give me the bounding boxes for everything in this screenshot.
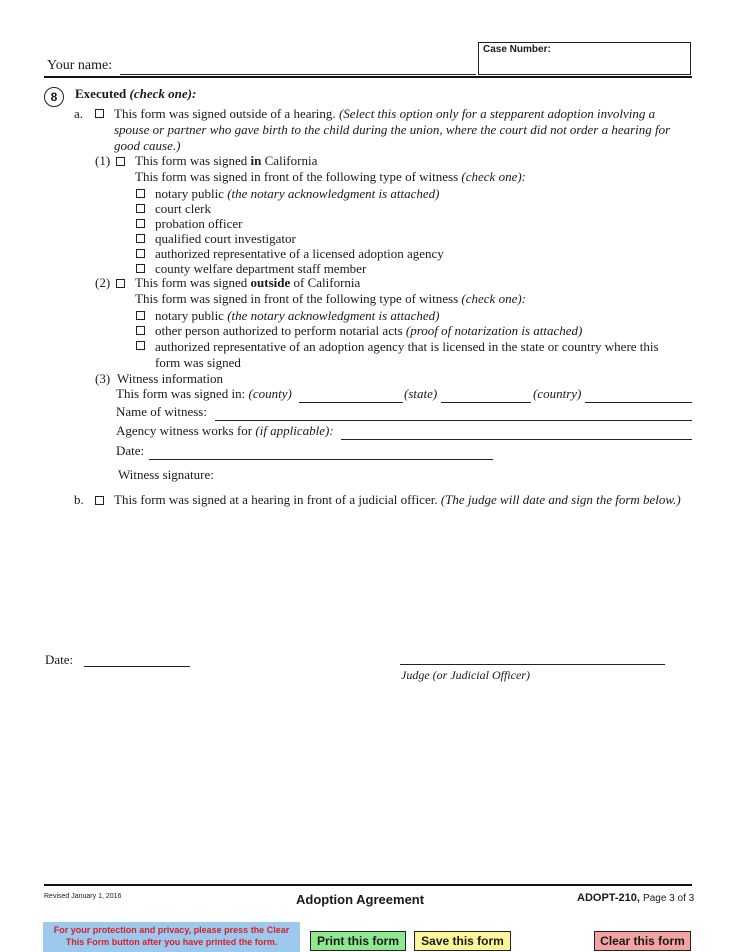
witness-date-field[interactable] [149, 459, 493, 460]
judge-date-field[interactable] [84, 666, 190, 667]
sub2-option: authorized representative of an adoption agency that is licensed in the state or country where this [155, 339, 659, 354]
witness-signature-label: Witness signature: [118, 467, 214, 482]
signed-in-label [116, 386, 292, 402]
form-id-code: ADOPT-210, [577, 892, 640, 904]
sub2-checkbox[interactable] [116, 279, 125, 288]
option-b-main: This form was signed at a hearing in front of a judicial officer. [114, 492, 441, 507]
executed-label: Executed [75, 86, 127, 101]
sub1-option-checkbox[interactable] [136, 204, 145, 213]
executed-hint: (check one): [129, 86, 197, 101]
sub1-witness-intro [135, 169, 526, 185]
witness-date-label: Date: [116, 443, 145, 458]
judge-signature-line[interactable] [400, 664, 665, 665]
sub1-option-checkbox[interactable] [136, 189, 145, 198]
print-button[interactable]: Print this form [310, 931, 406, 951]
sub2-witness-intro-text: This form was signed in front of the following type of witness [135, 291, 462, 306]
sub2-option-hint: (the notary acknowledgment is attached) [227, 308, 440, 323]
sub1-option-checkbox[interactable] [136, 249, 145, 258]
item-number-badge: 8 [44, 87, 64, 107]
sub1-option-checkbox[interactable] [136, 234, 145, 243]
sub1-witness-hint: (check one): [461, 169, 526, 184]
executed-heading [75, 86, 196, 102]
sub1-text-bold: in [250, 153, 262, 168]
sub1-option-checkbox[interactable] [136, 219, 145, 228]
sub2-text-pre: This form was signed [135, 275, 251, 290]
sub3-number: (3) [95, 371, 111, 386]
sub1-option-hint: (the notary acknowledgment is attached) [227, 186, 440, 201]
sub2-witness-intro [135, 291, 526, 307]
county-field[interactable] [299, 402, 403, 403]
sub1-option-checkbox[interactable] [136, 264, 145, 273]
sub2-option [155, 308, 440, 324]
case-number-field[interactable] [478, 42, 691, 75]
sub2-text-bold: outside [250, 275, 291, 290]
option-a-hint-2: spouse or partner who gave birth to the child during the union, where the court did not order a hearing for [114, 122, 671, 137]
sub2-text-post: of California [290, 275, 361, 290]
footer-rule [44, 884, 692, 886]
option-a-hint-3: good cause.) [114, 138, 181, 153]
state-field[interactable] [441, 402, 531, 403]
sub2-option-checkbox[interactable] [136, 311, 145, 320]
sub1-option [155, 186, 440, 202]
sub2-option-text: notary public [155, 308, 228, 323]
sub2-option-hint: (proof of notarization is attached) [405, 323, 583, 338]
sub1-witness-intro-text: This form was signed in front of the following type of witness [135, 169, 462, 184]
clear-button[interactable]: Clear this form [594, 931, 691, 951]
header-rule [44, 76, 692, 78]
witness-name-label: Name of witness: [116, 404, 207, 419]
agency-field[interactable] [341, 439, 692, 440]
privacy-notice-line: This Form button after you have printed the form. [65, 937, 278, 947]
save-button[interactable]: Save this form [414, 931, 511, 951]
sub2-option-checkbox[interactable] [136, 326, 145, 335]
option-b-letter: b. [74, 492, 84, 507]
sub1-checkbox[interactable] [116, 157, 125, 166]
option-a-text [114, 106, 655, 122]
state-hint: (state) [404, 386, 438, 401]
option-a-letter: a. [74, 106, 84, 121]
country-field[interactable] [585, 402, 692, 403]
sub1-option: court clerk [155, 201, 211, 216]
country-hint: (country) [533, 386, 582, 401]
witness-info-title: Witness information [117, 371, 223, 386]
option-b-checkbox[interactable] [95, 496, 104, 505]
agency-hint: (if applicable): [255, 423, 334, 438]
option-b-hint: (The judge will date and sign the form below.) [440, 492, 681, 507]
case-number-label: Case Number: [483, 44, 551, 55]
signed-in-label-text: This form was signed in: [116, 386, 249, 401]
option-a-main: This form was signed outside of a hearing. [114, 106, 336, 121]
your-name-field[interactable] [120, 74, 476, 75]
privacy-notice [43, 922, 300, 952]
sub1-option: probation officer [155, 216, 243, 231]
sub1-text [135, 153, 317, 169]
sub2-option-text: other person authorized to perform notarial acts [155, 323, 406, 338]
sub2-option-checkbox[interactable] [136, 341, 145, 350]
form-title: Adoption Agreement [296, 892, 425, 907]
sub1-option: qualified court investigator [155, 231, 296, 246]
sub2-text [135, 275, 360, 291]
witness-name-field[interactable] [215, 420, 692, 421]
form-id [577, 892, 694, 904]
your-name-label: Your name: [47, 58, 113, 73]
sub1-number: (1) [95, 153, 111, 168]
sub2-option-continued: form was signed [155, 355, 241, 370]
sub1-text-pre: This form was signed [135, 153, 251, 168]
sub2-number: (2) [95, 275, 111, 290]
county-hint: (county) [248, 386, 292, 401]
sub2-option [155, 323, 582, 339]
agency-label-text: Agency witness works for [116, 423, 256, 438]
privacy-notice-line: For your protection and privacy, please press the Clear [53, 925, 290, 935]
judge-date-label: Date: [45, 652, 74, 667]
sub1-option: county welfare department staff member [155, 261, 367, 276]
page-number: Page 3 of 3 [643, 893, 695, 904]
judge-signature-caption: Judge (or Judicial Officer) [401, 668, 530, 682]
option-a-hint-1: (Select this option only for a stepparent adoption involving a [338, 106, 656, 121]
agency-label [116, 423, 334, 439]
option-b-text [114, 492, 681, 508]
sub1-text-post: California [261, 153, 318, 168]
option-a-checkbox[interactable] [95, 109, 104, 118]
sub2-witness-hint: (check one): [461, 291, 526, 306]
sub1-option: authorized representative of a licensed adoption agency [155, 246, 444, 261]
revised-date: Revised January 1, 2016 [44, 893, 122, 900]
sub1-option-text: notary public [155, 186, 228, 201]
